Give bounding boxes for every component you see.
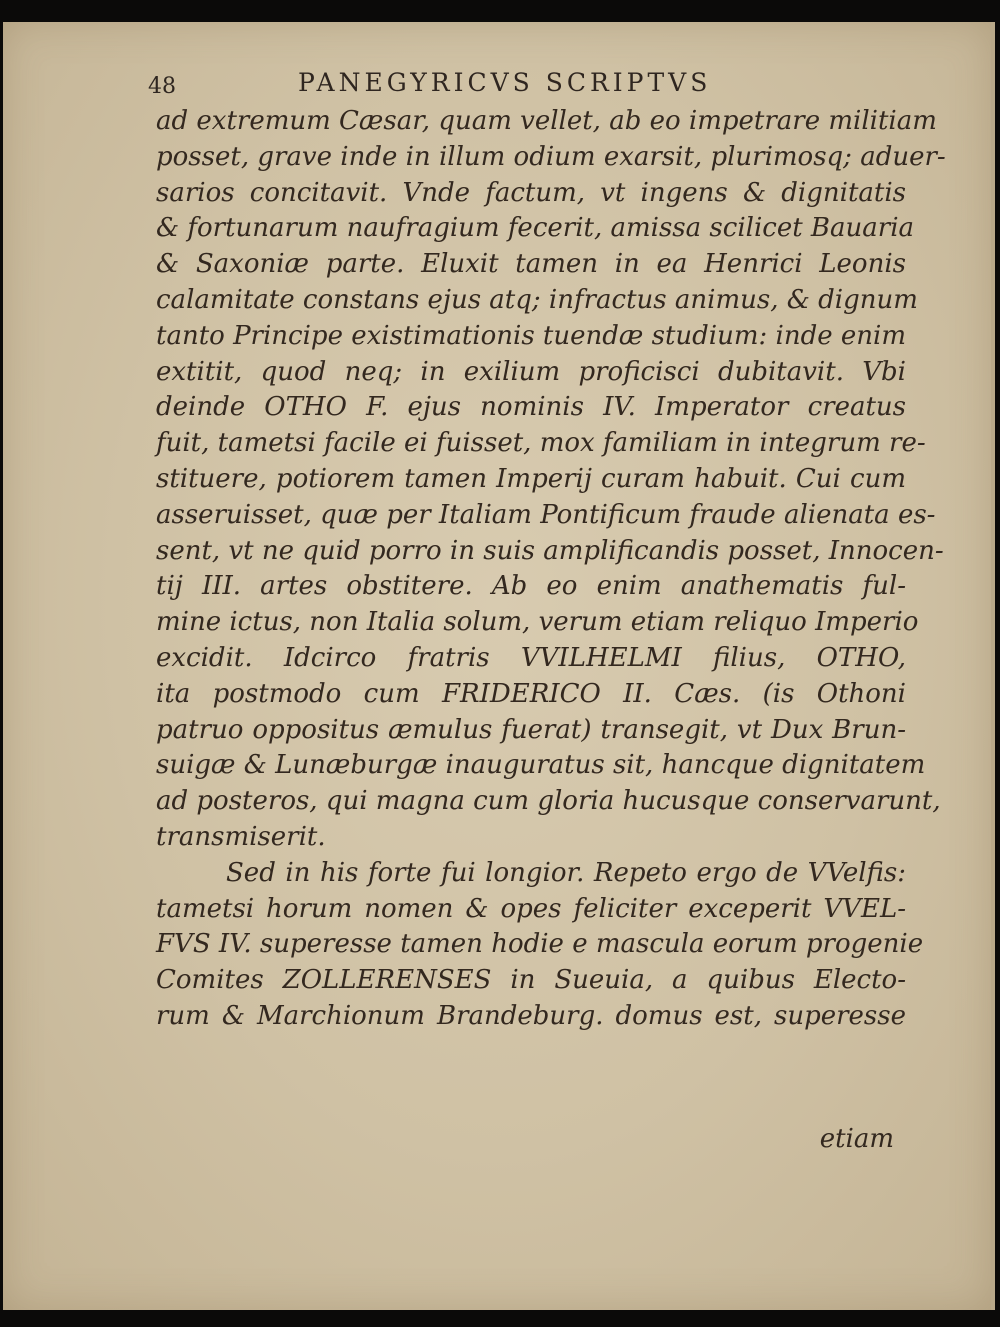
text-line: sent, vt ne quid porro in suis amplificandis posset, Innocen-: [156, 535, 944, 566]
text-line: extitit, quod neq; in exilium proficisci dubitavit. Vbi: [156, 356, 906, 387]
page-number: 48: [148, 74, 176, 99]
text-line: mine ictus, non Italia solum, verum etiam reliquo Imperio: [156, 607, 919, 638]
body-text: [156, 104, 946, 1035]
text-line: calamitate constans ejus atq; infractus animus, & dignum: [156, 284, 918, 315]
text-line: ad posteros, qui magna cum gloria hucusque conservarunt,: [156, 786, 941, 817]
text-line: tij III. artes obstitere. Ab eo enim anathematis ful-: [156, 571, 906, 602]
text-line: Sed in his forte fui longior. Repeto ergo de VVelfis:: [226, 857, 906, 888]
text-line: FVS IV. superesse tamen hodie e mascula eorum progenie: [156, 929, 924, 960]
running-title: PANEGYRICVS SCRIPTVS: [298, 68, 712, 97]
text-line: & Saxoniæ parte. Eluxit tamen in ea Henrici Leonis: [156, 249, 906, 280]
text-line: patruo oppositus æmulus fuerat) transegit, vt Dux Brun-: [156, 714, 906, 745]
text-line: asseruisset, quæ per Italiam Pontificum fraude alienata es-: [156, 499, 936, 530]
text-line: excidit. Idcirco fratris VVILHELMI filius, OTHO,: [156, 642, 906, 673]
text-line: posset, grave inde in illum odium exarsit, plurimosq; aduer-: [156, 141, 946, 172]
text-line: fuit, tametsi facile ei fuisset, mox familiam in integrum re-: [156, 428, 926, 459]
text-line: rum & Marchionum Brandeburg. domus est, superesse: [156, 1000, 906, 1031]
catchword: etiam: [819, 1124, 894, 1154]
text-line: tametsi horum nomen & opes feliciter exceperit VVEL-: [156, 893, 906, 924]
text-line: stituere, potiorem tamen Imperij curam habuit. Cui cum: [156, 463, 906, 494]
text-line: tanto Principe existimationis tuendæ studium: inde enim: [156, 320, 906, 351]
text-line: Comites ZOLLERENSES in Sueuia, a quibus Electo-: [156, 965, 906, 996]
text-line: deinde OTHO F. ejus nominis IV. Imperator creatus: [156, 392, 906, 423]
text-line: ita postmodo cum FRIDERICO II. Cæs. (is Othoni: [156, 678, 906, 709]
text-line: suigæ & Lunæburgæ inauguratus sit, hancque dignitatem: [156, 750, 926, 781]
running-head: [0, 64, 1000, 104]
text-line: ad extremum Cæsar, quam vellet, ab eo impetrare militiam: [156, 106, 937, 136]
text-line: transmiserit.: [156, 821, 326, 852]
text-line: sarios concitavit. Vnde factum, vt ingens & dignitatis: [156, 177, 906, 208]
text-line: & fortunarum naufragium fecerit, amissa scilicet Bauaria: [156, 213, 915, 244]
